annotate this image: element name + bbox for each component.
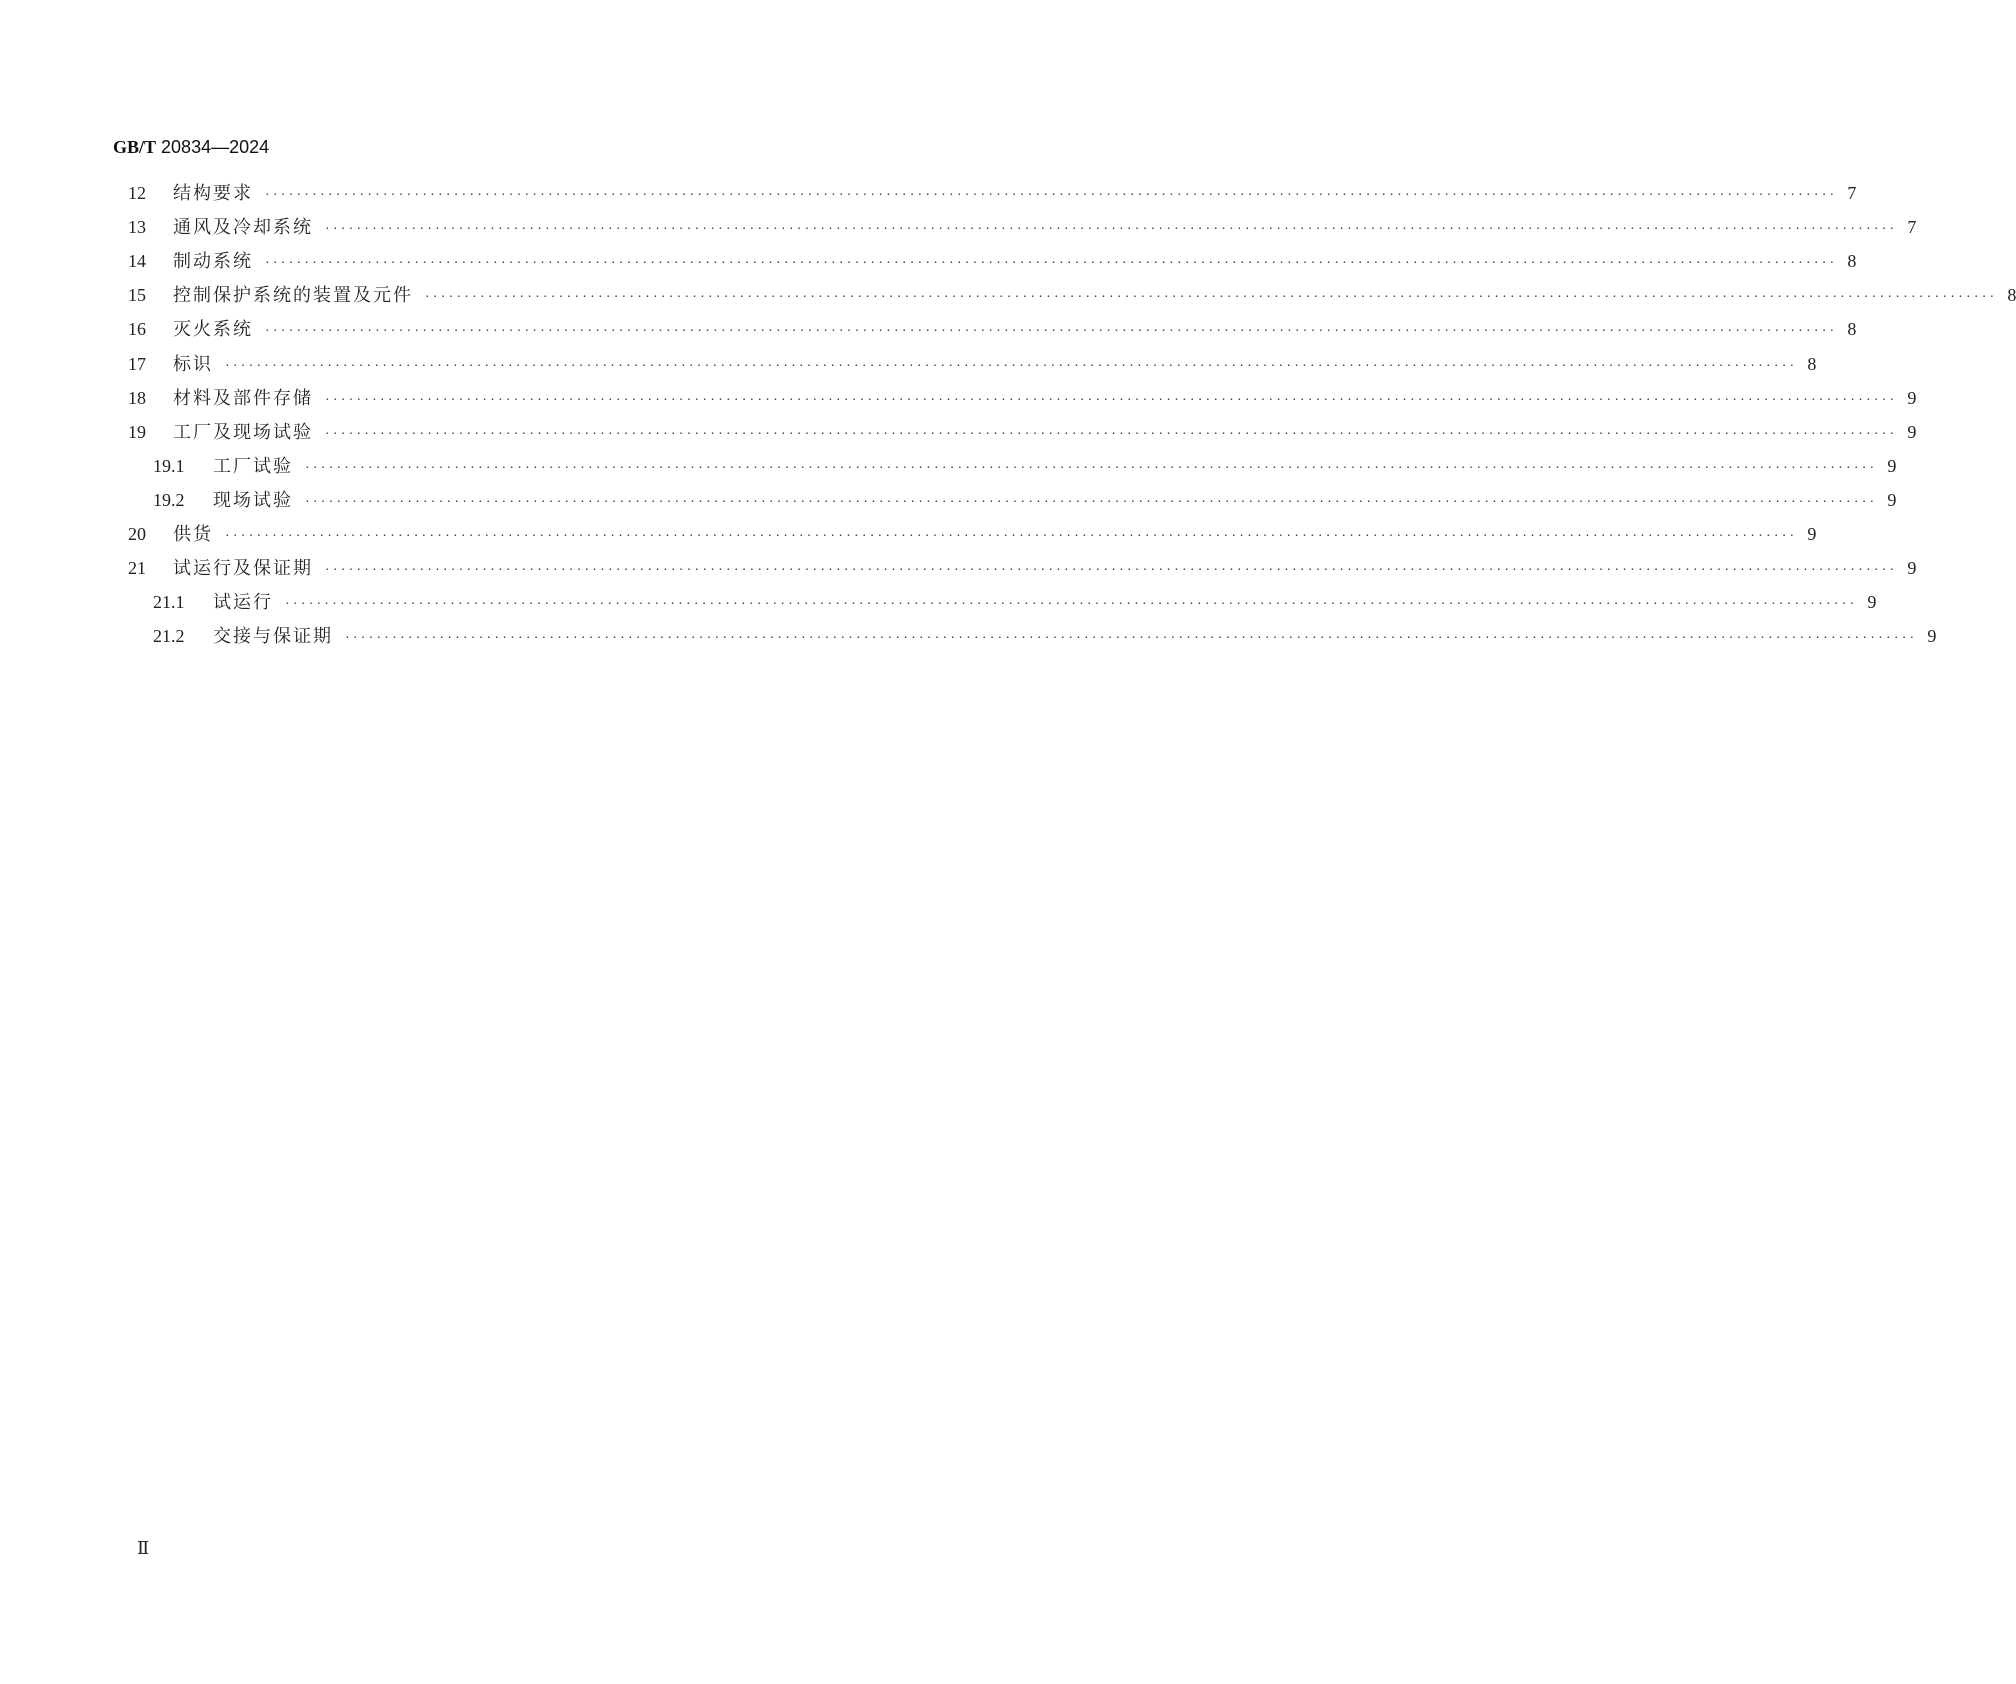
standard-prefix: GB/T [113, 137, 157, 157]
toc-entry-number: 19.1 [153, 455, 185, 476]
toc-entry-page: 7 [1907, 217, 1917, 238]
toc-entry-number: 12 [128, 183, 146, 203]
toc-entry[interactable] [0, 346, 1817, 382]
toc-entry-title: 材料及部件存储 [173, 387, 313, 409]
toc-entry[interactable] [0, 380, 1917, 416]
toc-entry-title: 工厂及现场试验 [173, 421, 313, 443]
toc-dot-leader: ········································································································································································································ [305, 460, 1878, 476]
toc-entry-page: 9 [1907, 387, 1917, 408]
toc-entry-number: 15 [128, 285, 146, 306]
toc-entry[interactable] [0, 175, 1857, 211]
toc-entry[interactable] [0, 584, 1877, 620]
toc-entry-title: 控制保护系统的装置及元件 [173, 285, 413, 307]
toc-entry[interactable] [0, 516, 1817, 552]
toc-entry-number: 17 [128, 353, 146, 374]
toc-dot-leader: ········································································································································································································ [285, 597, 1858, 613]
toc-dot-leader: ········································································································································································································ [265, 188, 1838, 203]
toc-entry-title: 试运行及保证期 [173, 558, 313, 580]
toc-entry-number: 19 [128, 421, 146, 442]
toc-entry-title: 交接与保证期 [213, 626, 333, 648]
toc-entry[interactable] [0, 414, 1917, 450]
toc-entry-page: 9 [1907, 421, 1917, 442]
toc-dot-leader: ········································································································································································································ [225, 358, 1798, 374]
toc-entry-page: 7 [1847, 183, 1857, 203]
toc-entry-title: 试运行 [213, 592, 273, 614]
toc-dot-leader: ········································································································································································································ [305, 494, 1878, 510]
toc-entry-title: 结构要求 [173, 183, 253, 204]
toc-entry-title: 通风及冷却系统 [173, 217, 313, 239]
toc-dot-leader: ········································································································································································································ [265, 256, 1838, 272]
toc-dot-leader: ········································································································································································································ [225, 529, 1798, 544]
page-number: Ⅱ [137, 1538, 150, 1558]
toc-entry-number: 19.2 [153, 489, 185, 510]
toc-entry-title: 现场试验 [213, 489, 293, 511]
standard-number: 20834—2024 [161, 137, 270, 157]
toc-entry-page: 9 [1907, 558, 1917, 579]
toc-entry-page: 8 [1847, 319, 1857, 340]
toc-dot-leader: ········································································································································································································ [425, 290, 1998, 306]
toc-entry-page: 9 [1867, 592, 1877, 613]
toc-entry[interactable] [0, 243, 1857, 279]
toc-entry-number: 14 [128, 251, 146, 272]
toc-entry-title: 供货 [173, 524, 213, 545]
toc-entry[interactable] [0, 618, 1937, 654]
toc-entry-page: 9 [1887, 489, 1897, 510]
toc-entry[interactable] [0, 209, 1917, 245]
toc-entry-page: 9 [1807, 524, 1817, 544]
toc-entry-page: 9 [1887, 455, 1897, 476]
toc-entry-number: 20 [128, 524, 146, 544]
toc-entry-title: 制动系统 [173, 251, 253, 273]
toc-entry-number: 13 [128, 217, 146, 238]
toc-entry[interactable] [0, 550, 1917, 586]
toc-entry-page: 8 [2007, 285, 2016, 306]
toc-entry-page: 9 [1927, 626, 1937, 647]
toc-dot-leader: ········································································································································································································ [325, 222, 1898, 238]
toc-dot-leader: ········································································································································································································ [265, 324, 1838, 340]
toc-entry-title: 灭火系统 [173, 319, 253, 341]
toc-dot-leader: ········································································································································································································ [345, 631, 1918, 647]
toc-entry-title: 工厂试验 [213, 455, 293, 477]
toc-entry-page: 8 [1847, 251, 1857, 272]
toc-entry[interactable] [0, 277, 2016, 313]
toc-entry[interactable] [0, 482, 1897, 518]
toc-entry-title: 标识 [173, 353, 213, 375]
toc-dot-leader: ········································································································································································································ [325, 426, 1898, 442]
toc-entry-number: 21.1 [153, 592, 185, 613]
toc-dot-leader: ········································································································································································································ [325, 392, 1898, 408]
toc-entry-number: 21.2 [153, 626, 185, 647]
toc-dot-leader: ········································································································································································································ [325, 563, 1898, 579]
toc-entry-number: 18 [128, 387, 146, 408]
toc-entry[interactable] [0, 311, 1857, 347]
toc-entry[interactable] [0, 448, 1897, 484]
toc-entry-number: 21 [128, 558, 146, 579]
toc-entry-page: 8 [1807, 353, 1817, 374]
toc-entry-number: 16 [128, 319, 146, 340]
